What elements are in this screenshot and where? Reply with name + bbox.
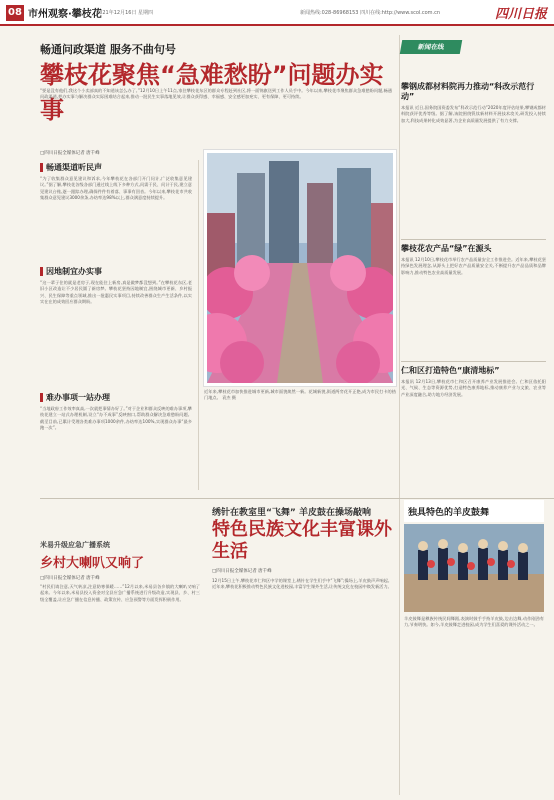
lead-paragraph: “要是没有他们,我这个小卖部真的不知道该怎么办了。”12月10日上午11点,家住攀枝花东区的群众专程赶到社区,将一面锦旗送到工作人员手中。今年以来,攀枝花市聚焦群众急难愁盼问题,畅通问政渠道,把办实事与解决群众实际困难结合起来,推动一批民生实事落地见效,让群众获得感、幸福感、安全感更加充实、更有保障、更可持续。 xyxy=(40,88,392,100)
article-title: 攀钢成都材料院再力推动“科改示范行动” xyxy=(401,82,535,101)
section-body: “这一辈子住的就是老房子,现在能住上新房,真是做梦都没想到。”在攀枝花东区,老旧小区改造让不少居民圆了新房梦。攀枝花坚持因地制宜,围绕城市更新、乡村振兴、民生保障等重点领域,推出一批惠民实事项目,持续改善群众生产生活条件,以实实在在的成效回应群众期盼。 xyxy=(40,280,192,304)
feature-body: 羊皮鼓舞是彝族传统民间舞蹈,表演时鼓手手持羊皮鼓,边击边舞,动作刚劲有力,节奏明快。如今,羊皮鼓舞走进校园,成为学生们喜爱的课外活动之一。 xyxy=(404,616,544,628)
section-heading: 因地制宜办实事 xyxy=(40,266,192,277)
article-body: 本报讯 近日,国务院国资委发布“科改示范行动”2020年度评估结果,攀钢成都材料院获评优秀等级。据了解,该院围绕钒钛新材料开展技术攻关,研发投入持续加大,科技成果转化成效显著,为企业高质量发展提供了有力支撑。 xyxy=(401,105,546,123)
main-kicker: 畅通问政渠道 服务不曲句号 xyxy=(40,43,176,56)
article-broadcast xyxy=(40,540,200,784)
section-onestop xyxy=(40,392,192,496)
article-byline: □四川日报全媒体记者 唐千峰 xyxy=(212,569,272,574)
section-listen xyxy=(40,162,192,268)
article-kicker: 绣针在教室里“飞舞” 羊皮鼓在操场敲响 xyxy=(212,508,371,518)
feature-title: 独具特色的羊皮鼓舞 xyxy=(408,508,490,518)
article-body: 本报讯 12月13日,攀枝花市仁和区召开康养产业发展推进会。仁和区依托阳光、气候、生态等资源优势,打造特色康养地标,推动康养产业与文旅、农业等产业深度融合,助力地方经济发展。 xyxy=(401,379,546,397)
article-body: 本报讯 12月10日,攀枝花市举行农产品质量安全工作推进会。近年来,攀枝花坚持绿色发展理念,从源头上把好农产品质量安全关,不断提升农产品品质和品牌影响力,推动特色农业高质量发展。 xyxy=(401,257,546,275)
drum-dance-photo xyxy=(404,524,544,612)
contact-info: 新闻热线:028-86968153 四川在线:http://www.scol.com.cn xyxy=(300,10,441,16)
photo-caption: 近年来,攀枝花市加快推进城市更新,城市面貌焕然一新。花城新貌,街道两旁花开正艳,成为市民打卡的热门地点。 袁杰 摄 xyxy=(204,389,396,401)
section-body: “为了收集群众意见建议和诉求,今年攀枝花在各部门开门问计,广泛收集意见建议。”据了解,攀枝花各级各部门通过线上线下多种方式,问需于民、问计于民,建立意见建议台账,逐一跟踪办理,确保件件有着落、事事有回音。今年以来,攀枝花市共收集群众意见建议3000余条,办结率达98%以上,群众满意度持续提升。 xyxy=(40,176,192,200)
main-headline: 攀枝花聚焦“急难愁盼”问题办实事 xyxy=(40,61,384,124)
page-number: 08 xyxy=(6,5,24,21)
column-divider xyxy=(399,35,400,795)
article-title: 攀枝花农产品“绿”在源头 xyxy=(401,244,492,253)
article-body: 12月15日上午,攀枝花市仁和区中学的课堂上,绣针在学生们手中“飞舞”;操场上,羊皮鼓声声响起。近年来,攀枝花积极推动特色民族文化进校园,丰富学生课外生活,让传统文化在校园中焕发新活力。 xyxy=(212,578,392,590)
article-headline: 乡村大喇叭又响了 xyxy=(40,556,145,571)
street-photo xyxy=(204,150,396,386)
article-byline: □四川日报全媒体记者 唐千峰 xyxy=(40,576,100,581)
news-tag: 新闻在线 xyxy=(400,40,462,54)
article-title: 仁和区打造特色“康清地标” xyxy=(401,366,500,375)
right-column xyxy=(401,82,546,479)
section-heading: 难办事项一站办理 xyxy=(40,392,192,403)
section-practical xyxy=(40,266,192,392)
horizontal-divider xyxy=(40,498,554,499)
section-title: 市州观察·攀枝花 xyxy=(28,9,102,20)
lead-byline: □四川日报全媒体记者 唐千峰 xyxy=(40,151,100,156)
divider xyxy=(401,361,546,362)
article-headline: 特色民族文化丰富课外生活 xyxy=(212,519,392,562)
newspaper-logo: 四川日报 xyxy=(495,7,548,22)
section-body: “当地政府工作效率真高,一次就把事情办好了。”对于企业和群众反映的难办事项,攀枝花建立一站式办理机制,设立“办不成事”反映窗口,帮助群众解决急难愁盼问题。截至目前,已累计受理各类难办事项1000余件,办结率达100%,实现群众办事“最多跑一次”。 xyxy=(40,406,192,430)
article-kicker: 米易升级应急广播系统 xyxy=(40,541,110,549)
issue-date: 2021年12月16日 星期四 xyxy=(96,10,154,16)
feature-box xyxy=(404,500,544,522)
section-heading: 畅通渠道听民声 xyxy=(40,162,192,173)
divider xyxy=(401,239,546,240)
article-body: “村民们请注意,天气转凉,注意防寒保暖……”12月以来,米易县各乡镇的大喇叭又响了起来。今年以来,米易县投入资金对全县应急广播系统进行升级改造,实现县、乡、村三级全覆盖,让应急广播在信息传播、政策宣传、应急预警等方面发挥积极作用。 xyxy=(40,584,200,602)
column-divider xyxy=(198,160,199,490)
